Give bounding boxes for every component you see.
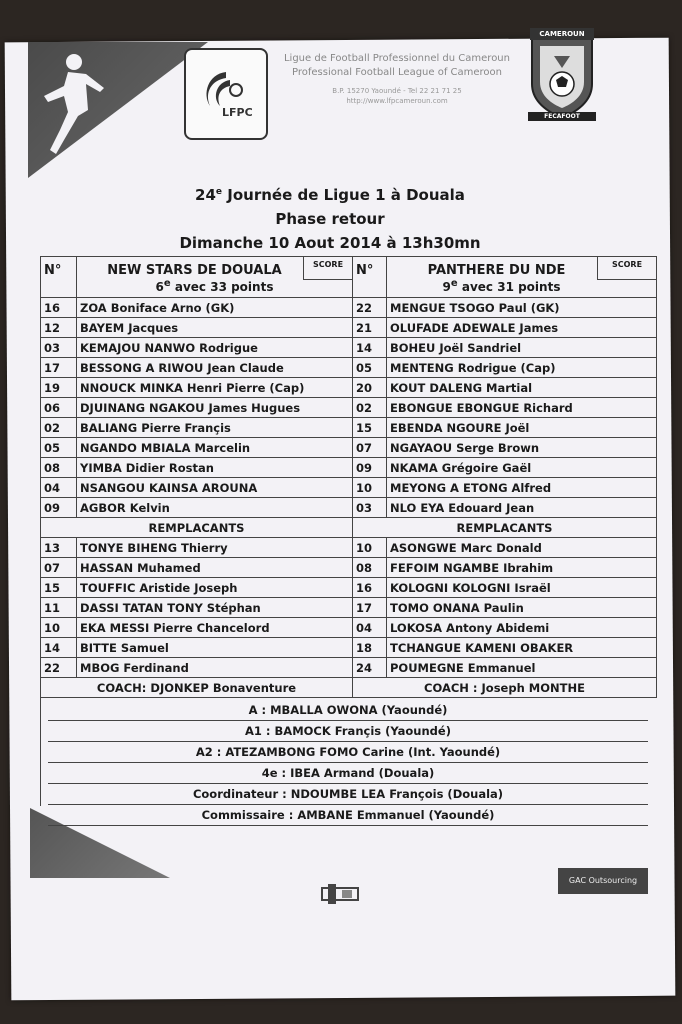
home-player-name: TONYE BIHENG Thierry — [77, 538, 353, 558]
official-row: A2 : ATEZAMBONG FOMO Carine (Int. Yaoundé) — [48, 742, 648, 763]
away-player-name: LOKOSA Antony Abidemi — [387, 618, 657, 638]
home-player-name: HASSAN Muhamed — [77, 558, 353, 578]
away-player-number: 14 — [353, 338, 387, 358]
home-player-name: BITTE Samuel — [77, 638, 353, 658]
home-player-name: BESSONG A RIWOU Jean Claude — [77, 358, 353, 378]
away-player-name: TCHANGUE KAMENI OBAKER — [387, 638, 657, 658]
away-player-name: FEFOIM NGAMBE Ibrahim — [387, 558, 657, 578]
away-player-number: 24 — [353, 658, 387, 678]
away-player-number: 16 — [353, 578, 387, 598]
away-player-name: ASONGWE Marc Donald — [387, 538, 657, 558]
footer-emblem-icon — [318, 880, 362, 908]
table-row — [41, 338, 657, 358]
home-player-number: 16 — [41, 298, 77, 318]
home-player-name: MBOG Ferdinand — [77, 658, 353, 678]
fecafoot-crest — [524, 28, 600, 128]
table-row — [41, 498, 657, 518]
away-player-name: MENTENG Rodrigue (Cap) — [387, 358, 657, 378]
away-player-name: EBONGUE EBONGUE Richard — [387, 398, 657, 418]
home-team-header — [77, 257, 353, 298]
away-player-name: KOUT DALENG Martial — [387, 378, 657, 398]
away-player-number: 03 — [353, 498, 387, 518]
league-name-en: Professional Football League of Cameroon — [291, 67, 503, 78]
home-player-name: YIMBA Didier Rostan — [77, 458, 353, 478]
away-player-number: 04 — [353, 618, 387, 638]
home-player-number: 03 — [41, 338, 77, 358]
home-player-name: NGANDO MBIALA Marcelin — [77, 438, 353, 458]
table-row — [41, 558, 657, 578]
away-player-name: NKAMA Grégoire Gaël — [387, 458, 657, 478]
gac-outsourcing-logo: GAC Outsourcing — [558, 868, 648, 894]
home-team-name: NEW STARS DE DOUALA — [107, 263, 282, 278]
home-player-number: 19 — [41, 378, 77, 398]
away-player-number: 05 — [353, 358, 387, 378]
lfpc-swoosh-icon — [186, 50, 266, 138]
away-remplacants-label: REMPLACANTS — [353, 518, 657, 538]
away-team-points: 9e avec 31 points — [442, 278, 561, 294]
away-player-number: 07 — [353, 438, 387, 458]
remplacants-row — [41, 518, 657, 538]
match-title — [120, 180, 540, 255]
away-player-number: 15 — [353, 418, 387, 438]
away-player-number: 22 — [353, 298, 387, 318]
title-line-2: Phase retour — [275, 210, 385, 228]
table-row — [41, 578, 657, 598]
away-player-number: 10 — [353, 478, 387, 498]
away-player-name: NLO EYA Edouard Jean — [387, 498, 657, 518]
away-player-name: MEYONG A ETONG Alfred — [387, 478, 657, 498]
home-player-name: DJUINANG NGAKOU James Hugues — [77, 398, 353, 418]
away-player-number: 02 — [353, 398, 387, 418]
league-website: http://www.lfpcameroun.com — [346, 97, 448, 105]
league-address: B.P. 15270 Yaoundé - Tel 22 21 71 25 — [332, 87, 462, 95]
away-player-name: TOMO ONANA Paulin — [387, 598, 657, 618]
table-row — [41, 618, 657, 638]
away-player-number: 18 — [353, 638, 387, 658]
official-row: Commissaire : AMBANE Emmanuel (Yaoundé) — [48, 805, 648, 826]
home-player-name: BALIANG Pierre Françis — [77, 418, 353, 438]
table-row — [41, 478, 657, 498]
table-row — [41, 638, 657, 658]
away-score-box: SCORE — [597, 257, 656, 280]
crest-top-label: CAMEROUN — [530, 28, 594, 40]
home-score-box: SCORE — [303, 257, 352, 280]
away-team-name: PANTHERE DU NDE — [427, 263, 566, 278]
home-remplacants-label: REMPLACANTS — [41, 518, 353, 538]
home-player-name: ZOA Boniface Arno (GK) — [77, 298, 353, 318]
home-player-number: 04 — [41, 478, 77, 498]
table-row — [41, 358, 657, 378]
away-player-number: 08 — [353, 558, 387, 578]
away-coach: COACH : Joseph MONTHE — [353, 678, 657, 698]
home-team-points: 6e avec 33 points — [155, 278, 274, 294]
away-player-number: 17 — [353, 598, 387, 618]
official-row: A : MBALLA OWONA (Yaoundé) — [48, 700, 648, 721]
table-row — [41, 398, 657, 418]
table-row — [41, 298, 657, 318]
lfpc-logo — [184, 48, 268, 140]
home-player-number: 15 — [41, 578, 77, 598]
home-player-name: AGBOR Kelvin — [77, 498, 353, 518]
away-player-name: NGAYAOU Serge Brown — [387, 438, 657, 458]
home-player-number: 10 — [41, 618, 77, 638]
away-player-name: MENGUE TSOGO Paul (GK) — [387, 298, 657, 318]
footballer-silhouette-icon — [34, 50, 114, 160]
home-player-name: EKA MESSI Pierre Chancelord — [77, 618, 353, 638]
home-player-number: 08 — [41, 458, 77, 478]
official-row: Coordinateur : NDOUMBE LEA François (Douala) — [48, 784, 648, 805]
header-no-home: N° — [41, 257, 77, 298]
home-player-number: 07 — [41, 558, 77, 578]
away-team-header — [387, 257, 657, 298]
away-player-name: POUMEGNE Emmanuel — [387, 658, 657, 678]
away-player-number: 21 — [353, 318, 387, 338]
home-player-name: NNOUCK MINKA Henri Pierre (Cap) — [77, 378, 353, 398]
away-player-name: OLUFADE ADEWALE James — [387, 318, 657, 338]
away-player-number: 09 — [353, 458, 387, 478]
home-player-number: 05 — [41, 438, 77, 458]
home-coach: COACH: DJONKEP Bonaventure — [41, 678, 353, 698]
home-player-number: 11 — [41, 598, 77, 618]
officials-list — [48, 700, 648, 826]
home-player-name: NSANGOU KAINSA AROUNA — [77, 478, 353, 498]
table-row — [41, 378, 657, 398]
coach-row — [41, 678, 657, 698]
home-player-name: BAYEM Jacques — [77, 318, 353, 338]
title-line-1: 24e Journée de Ligue 1 à Douala — [195, 186, 465, 204]
table-row — [41, 438, 657, 458]
away-player-number: 10 — [353, 538, 387, 558]
crest-bottom-label: FECAFOOT — [528, 112, 596, 121]
home-player-name: KEMAJOU NANWO Rodrigue — [77, 338, 353, 358]
home-player-name: TOUFFIC Aristide Joseph — [77, 578, 353, 598]
officials-frame-line — [40, 686, 41, 806]
table-row — [41, 418, 657, 438]
home-player-name: DASSI TATAN TONY Stéphan — [77, 598, 353, 618]
table-row — [41, 658, 657, 678]
league-header — [262, 52, 532, 106]
table-row — [41, 318, 657, 338]
table-row — [41, 458, 657, 478]
title-line-3: Dimanche 10 Aout 2014 à 13h30mn — [179, 234, 481, 252]
home-player-number: 22 — [41, 658, 77, 678]
away-player-name: EBENDA NGOURE Joël — [387, 418, 657, 438]
home-player-number: 02 — [41, 418, 77, 438]
official-row: A1 : BAMOCK Françis (Yaoundé) — [48, 721, 648, 742]
home-player-number: 14 — [41, 638, 77, 658]
lineup-table — [40, 256, 657, 698]
table-row — [41, 538, 657, 558]
away-player-number: 20 — [353, 378, 387, 398]
home-player-number: 12 — [41, 318, 77, 338]
lfpc-logo-text: LFPC — [222, 106, 253, 119]
table-header-row — [41, 257, 657, 298]
home-player-number: 06 — [41, 398, 77, 418]
home-player-number: 09 — [41, 498, 77, 518]
header-no-away: N° — [353, 257, 387, 298]
home-player-number: 13 — [41, 538, 77, 558]
table-row — [41, 598, 657, 618]
away-player-name: KOLOGNI KOLOGNI Israël — [387, 578, 657, 598]
home-player-number: 17 — [41, 358, 77, 378]
away-player-name: BOHEU Joël Sandriel — [387, 338, 657, 358]
league-name-fr: Ligue de Football Professionnel du Cameroun — [283, 53, 510, 64]
official-row: 4e : IBEA Armand (Douala) — [48, 763, 648, 784]
